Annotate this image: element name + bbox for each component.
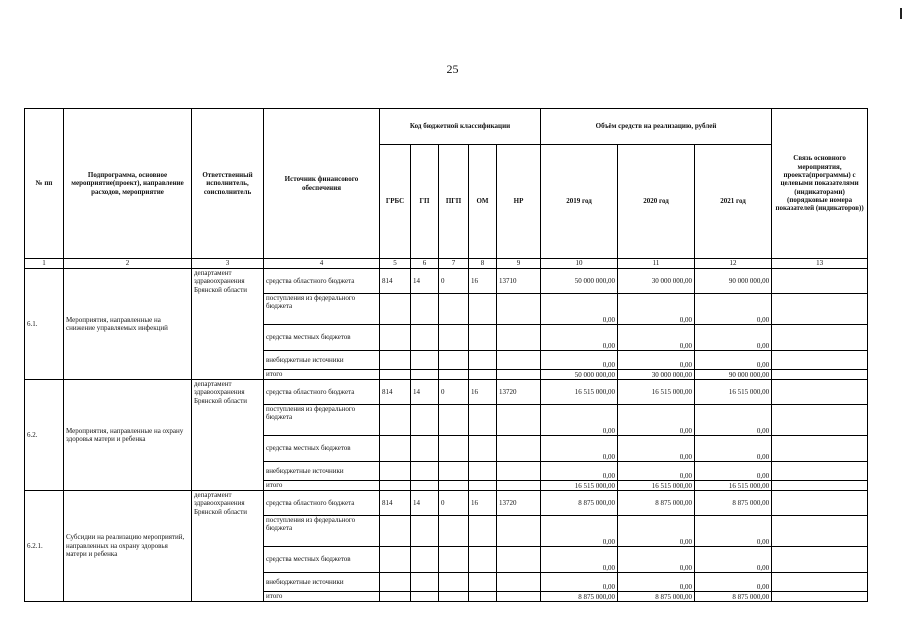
code-nr xyxy=(497,573,541,592)
column-number-row xyxy=(25,259,868,269)
code-grbs xyxy=(380,325,411,351)
code-grbs xyxy=(380,547,411,573)
indicator-link xyxy=(772,573,868,592)
amount-2021: 0,00 xyxy=(695,573,772,592)
indicator-link xyxy=(772,481,868,491)
code-nr xyxy=(497,481,541,491)
code-pgp xyxy=(439,462,469,481)
header-budget-code-group: Код бюджетной классификации xyxy=(380,109,541,145)
indicator-link xyxy=(772,269,868,294)
code-pgp xyxy=(439,547,469,573)
amount-2019: 0,00 xyxy=(541,573,618,592)
column-number: 1 xyxy=(25,259,64,269)
amount-2021: 90 000 000,00 xyxy=(695,370,772,380)
item-name: Мероприятия, направленные на охрану здоровья матери и ребенка xyxy=(64,380,192,491)
code-om xyxy=(469,573,497,592)
header-no: № пп xyxy=(25,109,64,259)
amount-2021: 0,00 xyxy=(695,436,772,462)
indicator-link xyxy=(772,405,868,436)
table-body xyxy=(25,269,868,602)
amount-2021: 0,00 xyxy=(695,294,772,325)
code-nr xyxy=(497,436,541,462)
table-row xyxy=(25,380,868,405)
code-om xyxy=(469,351,497,370)
code-gp xyxy=(411,516,439,547)
funding-source: средства местных бюджетов xyxy=(264,325,380,351)
code-grbs xyxy=(380,405,411,436)
header-pgp: ПГП xyxy=(439,145,469,259)
column-number: 13 xyxy=(772,259,868,269)
funding-source: итого xyxy=(264,592,380,602)
code-gp: 14 xyxy=(411,491,439,516)
amount-2020: 16 515 000,00 xyxy=(618,481,695,491)
code-pgp: 0 xyxy=(439,491,469,516)
code-om xyxy=(469,405,497,436)
code-pgp xyxy=(439,573,469,592)
column-number: 9 xyxy=(497,259,541,269)
indicator-link xyxy=(772,491,868,516)
code-grbs xyxy=(380,436,411,462)
code-pgp xyxy=(439,592,469,602)
code-grbs xyxy=(380,573,411,592)
code-pgp xyxy=(439,516,469,547)
amount-2019: 16 515 000,00 xyxy=(541,380,618,405)
code-grbs: 814 xyxy=(380,269,411,294)
code-grbs xyxy=(380,351,411,370)
code-grbs: 814 xyxy=(380,380,411,405)
funding-source: средства областного бюджета xyxy=(264,269,380,294)
amount-2019: 0,00 xyxy=(541,436,618,462)
header-om: ОМ xyxy=(469,145,497,259)
amount-2021: 16 515 000,00 xyxy=(695,481,772,491)
amount-2019: 8 875 000,00 xyxy=(541,592,618,602)
code-gp xyxy=(411,370,439,380)
amount-2020: 0,00 xyxy=(618,436,695,462)
code-pgp xyxy=(439,405,469,436)
amount-2021: 90 000 000,00 xyxy=(695,269,772,294)
code-om: 16 xyxy=(469,269,497,294)
amount-2020: 0,00 xyxy=(618,405,695,436)
code-gp xyxy=(411,573,439,592)
funding-source: итого xyxy=(264,370,380,380)
responsible-executor: департамент здравоохранения Брянской области xyxy=(192,269,264,380)
table-row xyxy=(25,269,868,294)
code-nr xyxy=(497,351,541,370)
amount-2019: 50 000 000,00 xyxy=(541,269,618,294)
column-number: 12 xyxy=(695,259,772,269)
column-number: 10 xyxy=(541,259,618,269)
funding-source: внебюджетные источники xyxy=(264,462,380,481)
code-om xyxy=(469,516,497,547)
code-pgp: 0 xyxy=(439,380,469,405)
amount-2020: 0,00 xyxy=(618,325,695,351)
code-om xyxy=(469,481,497,491)
amount-2019: 0,00 xyxy=(541,547,618,573)
code-gp xyxy=(411,462,439,481)
funding-source: поступления из федерального бюджета xyxy=(264,294,380,325)
column-number: 6 xyxy=(411,259,439,269)
funding-source: средства местных бюджетов xyxy=(264,436,380,462)
column-number: 5 xyxy=(380,259,411,269)
amount-2021: 8 875 000,00 xyxy=(695,592,772,602)
code-nr: 13710 xyxy=(497,269,541,294)
amount-2021: 0,00 xyxy=(695,516,772,547)
code-om xyxy=(469,462,497,481)
amount-2020: 0,00 xyxy=(618,516,695,547)
funding-source: внебюджетные источники xyxy=(264,351,380,370)
header-2019: 2019 год xyxy=(541,145,618,259)
column-number: 11 xyxy=(618,259,695,269)
column-number: 8 xyxy=(469,259,497,269)
code-pgp xyxy=(439,294,469,325)
code-om: 16 xyxy=(469,380,497,405)
item-name: Мероприятия, направленные на снижение управляемых инфекций xyxy=(64,269,192,380)
item-number: 6.2.1. xyxy=(25,491,64,602)
code-grbs xyxy=(380,516,411,547)
code-om xyxy=(469,436,497,462)
page-number: 25 xyxy=(446,62,459,76)
code-nr xyxy=(497,516,541,547)
amount-2019: 8 875 000,00 xyxy=(541,491,618,516)
amount-2021: 8 875 000,00 xyxy=(695,491,772,516)
code-nr: 13720 xyxy=(497,491,541,516)
item-number: 6.1. xyxy=(25,269,64,380)
amount-2021: 16 515 000,00 xyxy=(695,380,772,405)
indicator-link xyxy=(772,436,868,462)
header-link: Связь основного мероприятия, проекта(программы) с целевыми показателями (индикаторами) (порядковые номера показателей (индикаторов)) xyxy=(772,109,868,259)
column-number: 3 xyxy=(192,259,264,269)
code-om xyxy=(469,294,497,325)
amount-2020: 30 000 000,00 xyxy=(618,269,695,294)
indicator-link xyxy=(772,325,868,351)
header-gp: ГП xyxy=(411,145,439,259)
code-nr xyxy=(497,592,541,602)
column-number: 2 xyxy=(64,259,192,269)
amount-2019: 0,00 xyxy=(541,325,618,351)
code-pgp xyxy=(439,351,469,370)
budget-table xyxy=(24,108,868,602)
code-nr xyxy=(497,462,541,481)
amount-2020: 0,00 xyxy=(618,547,695,573)
amount-2021: 0,00 xyxy=(695,351,772,370)
amount-2019: 0,00 xyxy=(541,462,618,481)
code-pgp: 0 xyxy=(439,269,469,294)
funding-source: средства областного бюджета xyxy=(264,380,380,405)
amount-2021: 0,00 xyxy=(695,547,772,573)
code-om xyxy=(469,547,497,573)
code-gp xyxy=(411,325,439,351)
responsible-executor: департамент здравоохранения Брянской области xyxy=(192,491,264,602)
code-gp xyxy=(411,436,439,462)
funding-source: средства областного бюджета xyxy=(264,491,380,516)
funding-source: поступления из федерального бюджета xyxy=(264,405,380,436)
amount-2020: 0,00 xyxy=(618,462,695,481)
indicator-link xyxy=(772,516,868,547)
indicator-link xyxy=(772,462,868,481)
amount-2020: 0,00 xyxy=(618,294,695,325)
code-gp xyxy=(411,481,439,491)
scan-edge-mark xyxy=(900,8,902,19)
column-number: 4 xyxy=(264,259,380,269)
code-nr: 13720 xyxy=(497,380,541,405)
code-gp xyxy=(411,547,439,573)
amount-2020: 8 875 000,00 xyxy=(618,491,695,516)
amount-2020: 0,00 xyxy=(618,573,695,592)
code-grbs: 814 xyxy=(380,491,411,516)
code-pgp xyxy=(439,481,469,491)
code-grbs xyxy=(380,294,411,325)
code-om xyxy=(469,592,497,602)
code-nr xyxy=(497,294,541,325)
column-number: 7 xyxy=(439,259,469,269)
amount-2019: 50 000 000,00 xyxy=(541,370,618,380)
code-gp xyxy=(411,592,439,602)
funding-source: поступления из федерального бюджета xyxy=(264,516,380,547)
code-om: 16 xyxy=(469,491,497,516)
item-number: 6.2. xyxy=(25,380,64,491)
indicator-link xyxy=(772,547,868,573)
code-nr xyxy=(497,325,541,351)
code-pgp xyxy=(439,370,469,380)
code-grbs xyxy=(380,462,411,481)
indicator-link xyxy=(772,592,868,602)
header-program: Подпрограмма, основное мероприятие(проект), направление расходов, мероприятие xyxy=(64,109,192,259)
amount-2020: 16 515 000,00 xyxy=(618,380,695,405)
code-pgp xyxy=(439,436,469,462)
header-2021: 2021 год xyxy=(695,145,772,259)
table-row xyxy=(25,491,868,516)
code-gp: 14 xyxy=(411,380,439,405)
amount-2020: 8 875 000,00 xyxy=(618,592,695,602)
code-grbs xyxy=(380,481,411,491)
header-grbs: ГРБС xyxy=(380,145,411,259)
code-nr xyxy=(497,370,541,380)
amount-2019: 0,00 xyxy=(541,351,618,370)
amount-2021: 0,00 xyxy=(695,405,772,436)
code-om xyxy=(469,325,497,351)
funding-source: внебюджетные источники xyxy=(264,573,380,592)
code-pgp xyxy=(439,325,469,351)
indicator-link xyxy=(772,294,868,325)
code-gp: 14 xyxy=(411,269,439,294)
code-om xyxy=(469,370,497,380)
item-name: Субсидии на реализацию мероприятий, направленных на охрану здоровья матери и ребенка xyxy=(64,491,192,602)
amount-2020: 30 000 000,00 xyxy=(618,370,695,380)
amount-2019: 0,00 xyxy=(541,405,618,436)
header-responsible: Ответственный исполнитель, соисполнитель xyxy=(192,109,264,259)
funding-source: средства местных бюджетов xyxy=(264,547,380,573)
code-grbs xyxy=(380,592,411,602)
header-2020: 2020 год xyxy=(618,145,695,259)
amount-2019: 0,00 xyxy=(541,516,618,547)
indicator-link xyxy=(772,380,868,405)
header-volume-group: Объём средств на реализацию, рублей xyxy=(541,109,772,145)
amount-2019: 0,00 xyxy=(541,294,618,325)
code-gp xyxy=(411,351,439,370)
code-gp xyxy=(411,405,439,436)
indicator-link xyxy=(772,370,868,380)
code-gp xyxy=(411,294,439,325)
header-source: Источник финансового обеспечения xyxy=(264,109,380,259)
amount-2019: 16 515 000,00 xyxy=(541,481,618,491)
code-grbs xyxy=(380,370,411,380)
amount-2021: 0,00 xyxy=(695,462,772,481)
funding-source: итого xyxy=(264,481,380,491)
responsible-executor: департамент здравоохранения Брянской области xyxy=(192,380,264,491)
header-nr: НР xyxy=(497,145,541,259)
code-nr xyxy=(497,547,541,573)
code-nr xyxy=(497,405,541,436)
amount-2021: 0,00 xyxy=(695,325,772,351)
amount-2020: 0,00 xyxy=(618,351,695,370)
indicator-link xyxy=(772,351,868,370)
